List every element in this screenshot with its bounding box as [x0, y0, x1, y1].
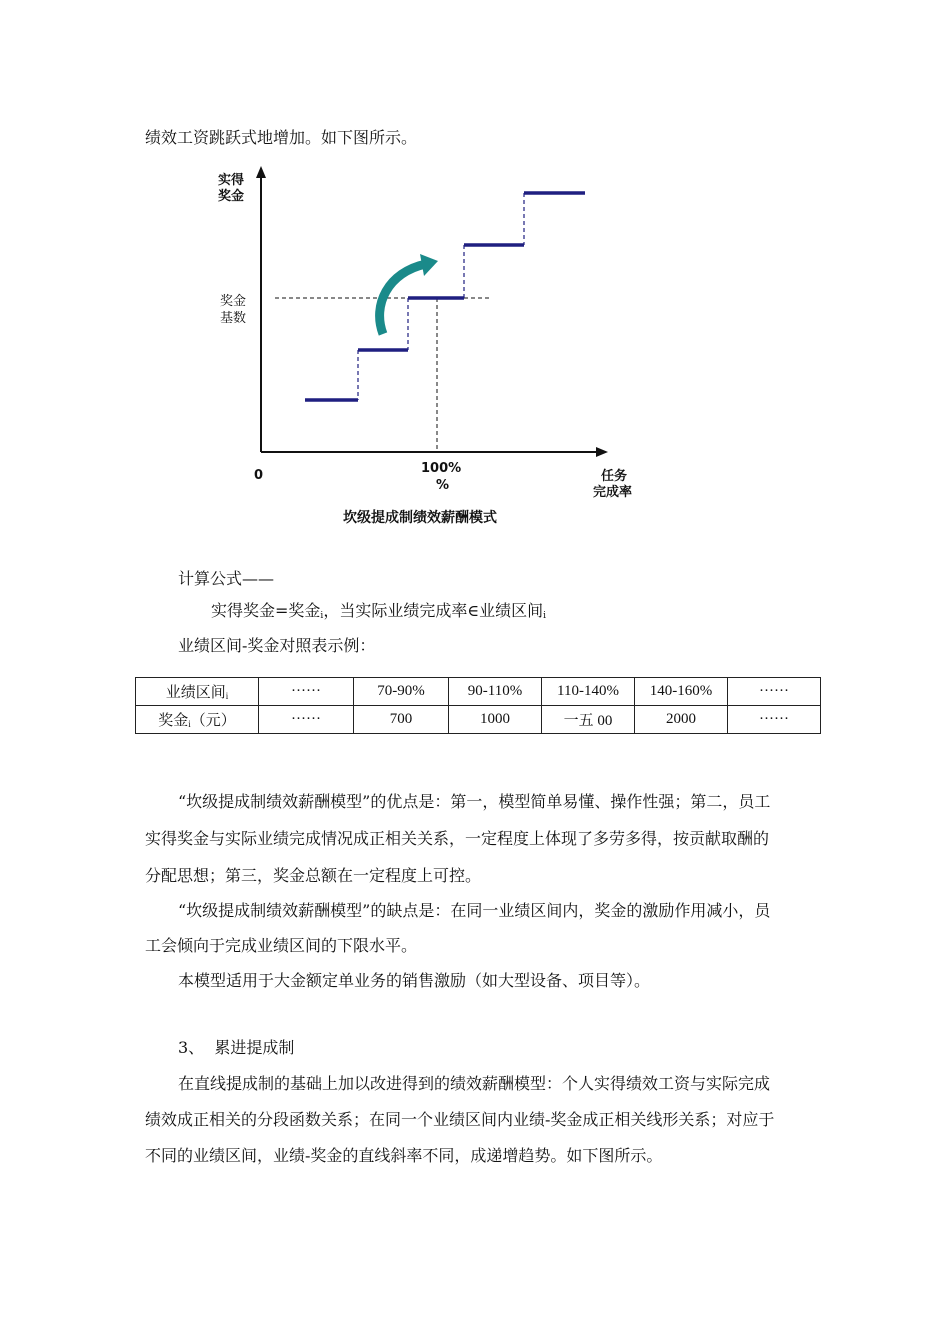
formula-text-2: ，当实际业绩完成率∈业绩区间	[323, 601, 544, 620]
cumulative-line-3: 不同的业绩区间，业绩-奖金的直线斜率不同，成递增趋势。如下图所示。	[145, 1146, 663, 1165]
table-cell: 90-110%	[449, 678, 542, 706]
table-cell: 140-160%	[635, 678, 728, 706]
table-cell: 700	[354, 706, 449, 734]
table-row-header	[136, 706, 259, 734]
table-cell: 1000	[449, 706, 542, 734]
cumulative-line-1: 在直线提成制的基础上加以改进得到的绩效薪酬模型：个人实得绩效工资与实际完成	[178, 1074, 771, 1093]
disadvantages-line-1: “坎级提成制绩效薪酬模型”的缺点是：在同一业绩区间内，奖金的激励作用减小，员	[178, 901, 771, 920]
formula-line	[211, 601, 546, 626]
intro-line: 绩效工资跳跃式地增加。如下图所示。	[145, 128, 418, 147]
origin-label: 0	[254, 468, 264, 483]
y-axis-arrowhead	[256, 166, 266, 178]
row-label-subscript: i	[225, 691, 229, 701]
table-cell: ······	[728, 706, 821, 734]
cumulative-line-2: 绩效成正相关的分段函数关系；在同一个业绩区间内业绩-奖金成正相关线形关系；对应于	[145, 1110, 775, 1129]
applicability-line: 本模型适用于大金额定单业务的销售激励（如大型设备、项目等）。	[178, 971, 651, 990]
base-label-line-1: 奖金	[220, 294, 247, 309]
base-label-line-2: 基数	[220, 311, 247, 326]
jump-arrow-head	[420, 254, 438, 276]
bonus-table	[135, 677, 821, 734]
table-row	[136, 678, 821, 706]
table-row	[136, 706, 821, 734]
formula-heading: 计算公式——	[178, 569, 275, 588]
x-tick-100-line-2: %	[436, 478, 450, 493]
x-tick-100-line-1: 100%	[421, 461, 462, 476]
formula-text-1: 实得奖金=奖金	[211, 601, 321, 620]
table-cell: 110-140%	[542, 678, 635, 706]
table-intro: 业绩区间-奖金对照表示例：	[178, 636, 376, 655]
advantages-line-2: 实得奖金与实际业绩完成情况成正相关关系，一定程度上体现了多劳多得，按贡献取酬的	[145, 829, 770, 848]
table-cell: ······	[259, 678, 354, 706]
table-cell: ······	[259, 706, 354, 734]
row-label-unit: （元）	[190, 713, 236, 729]
table-cell: 70-90%	[354, 678, 449, 706]
table-cell: 2000	[635, 706, 728, 734]
formula-subscript-1: i	[320, 611, 324, 621]
formula-subscript-2: i	[543, 611, 547, 621]
advantages-line-1: “坎级提成制绩效薪酬模型”的优点是：第一，模型简单易懂、操作性强；第二，员工	[178, 792, 771, 811]
figure-caption: 坎级提成制绩效薪酬模式	[343, 510, 497, 526]
x-axis-label-line-2: 完成率	[593, 485, 633, 500]
row-label-subscript: i	[188, 719, 191, 729]
section-heading: 3、 累进提成制	[178, 1038, 295, 1057]
table-row-header	[136, 678, 259, 706]
step-bonus-chart	[200, 160, 660, 540]
x-axis-arrowhead	[596, 447, 608, 457]
y-axis-label-line-2: 奖金	[218, 189, 245, 204]
table-cell: 一五 00	[542, 706, 635, 734]
disadvantages-line-2: 工会倾向于完成业绩区间的下限水平。	[145, 936, 418, 955]
row-label: 业绩区间	[165, 685, 226, 701]
table-cell: ······	[728, 678, 821, 706]
y-axis-label-line-1: 实得	[218, 173, 245, 188]
x-axis-label-line-1: 任务	[601, 469, 628, 484]
row-label: 奖金	[158, 713, 189, 729]
advantages-line-3: 分配思想；第三，奖金总额在一定程度上可控。	[145, 866, 482, 885]
